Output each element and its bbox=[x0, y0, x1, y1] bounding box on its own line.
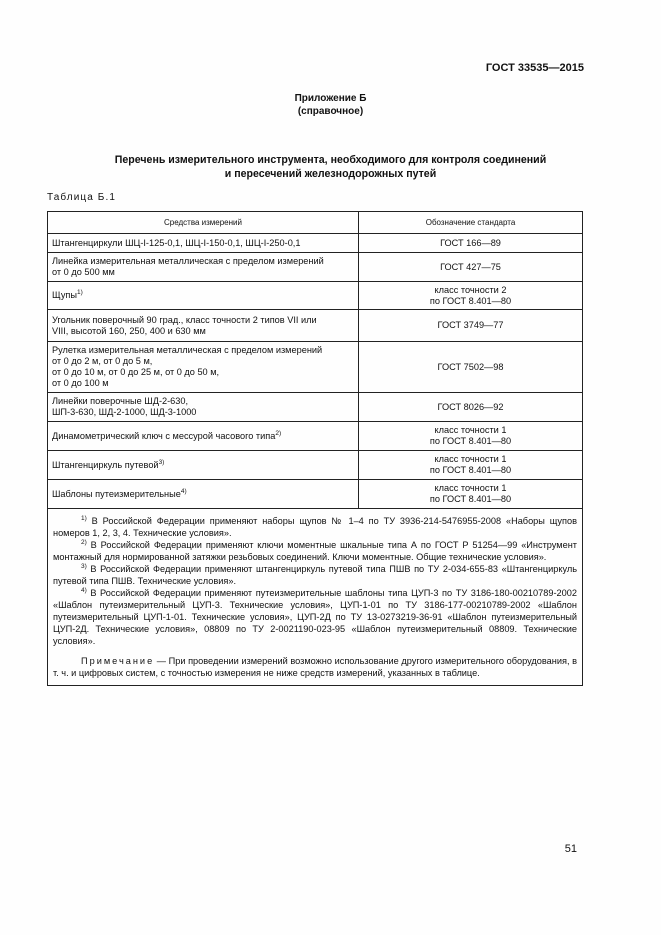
footnote-mark: 2) bbox=[81, 539, 87, 546]
standard-text: ГОСТ 7502—98 bbox=[437, 361, 504, 372]
instrument-text: Штангенциркули ШЦ-I-125-0,1, ШЦ-I-150-0,1, ШЦ-I-250-0,1 bbox=[52, 237, 301, 248]
page-number: 51 bbox=[564, 843, 577, 855]
footnote bbox=[53, 587, 577, 647]
standard-text: по ГОСТ 8.401—80 bbox=[429, 436, 512, 446]
table-row bbox=[48, 282, 583, 310]
instrument-text: Линейка измерительная металлическая с пределом измерений bbox=[52, 256, 324, 266]
standard-text: ГОСТ 3749—77 bbox=[437, 320, 504, 330]
instrument-text: VIII, высотой 160, 250, 400 и 630 мм bbox=[52, 325, 206, 336]
standard-text: ГОСТ 8026—92 bbox=[437, 401, 504, 412]
table-row bbox=[48, 253, 583, 282]
note-text: — При проведении измерений возможно использование другого измерительного оборудования, в т. ч. и цифровых систем, с точностью измерения не ниже средств измерений, указанных в таблице. bbox=[53, 656, 577, 678]
standard-cell bbox=[359, 234, 583, 253]
instruments-table bbox=[47, 211, 583, 686]
table-header-row bbox=[48, 212, 583, 234]
document-title-line-1: Перечень измерительного инструмента, необходимого для контроля соединений bbox=[114, 154, 547, 166]
instrument-text: Рулетка измерительная металлическая с пределом измерений bbox=[52, 345, 323, 355]
note-label: Примечание bbox=[81, 656, 155, 666]
standard-text: класс точности 1 bbox=[434, 483, 507, 493]
footnote bbox=[53, 539, 577, 563]
notes-row bbox=[48, 509, 583, 686]
standard-cell bbox=[359, 480, 583, 509]
footnote-text: В Российской Федерации применяют путеизмерительные шаблоны типа ЦУП-3 по ТУ 3186-180-00210789-2002 «Шаблон путеизмерительный ЦУП-3. Технические условия», ЦУП-1-01 по ТУ 3186-177-00210789-2002 «Шаблон путеизмерительный ЦУП-1-01. Технические условия», ЦУП-2Д по ТУ 13-0273219-36-91 «Шаблон путеизмерительный ЦУП-2Д. Технические условия», 08809 по ТУ 2-0021190-023-95 «Шаблон путеизмерительный 08809. Технические условия». bbox=[53, 588, 577, 646]
table-row bbox=[48, 310, 583, 342]
instrument-text: ШП-3-630, ШД-2-1000, ШД-3-1000 bbox=[52, 407, 197, 417]
footnote-text: В Российской Федерации применяют ключи моментные шкальные типа А по ГОСТ Р 51254—99 «Инструмент монтажный для нормированной затяжки резьбовых соединений. Ключи моментные. Общие технические условия». bbox=[53, 540, 577, 562]
table-row bbox=[48, 342, 583, 393]
instrument-text: Шаблоны путеизмерительные bbox=[52, 488, 181, 499]
standard-cell bbox=[359, 282, 583, 310]
table-row bbox=[48, 451, 583, 480]
instrument-text: Динамометрический ключ с мессурой часового типа bbox=[52, 430, 276, 441]
document-code: ГОСТ 33535—2015 bbox=[485, 62, 584, 74]
footnote-mark: 1) bbox=[81, 515, 87, 522]
instrument-cell bbox=[48, 253, 359, 282]
standard-text: класс точности 1 bbox=[434, 425, 507, 435]
instrument-cell bbox=[48, 342, 359, 393]
instrument-text: Щупы bbox=[52, 290, 77, 300]
instrument-text: от 0 до 500 мм bbox=[52, 267, 115, 277]
standard-cell bbox=[359, 393, 583, 422]
standard-cell bbox=[359, 451, 583, 480]
instrument-cell bbox=[48, 480, 359, 509]
footnote-ref: 4) bbox=[180, 487, 187, 495]
instrument-cell bbox=[48, 451, 359, 480]
footnote-ref: 2) bbox=[275, 429, 282, 437]
instrument-text: Угольник поверочный 90 град., класс точности 2 типов VII или bbox=[52, 314, 317, 325]
footnote-mark: 3) bbox=[81, 563, 87, 570]
appendix-subtitle: (справочное) bbox=[297, 106, 364, 117]
footnote-text: В Российской Федерации применяют наборы щупов № 1–4 по ТУ 3936-214-5476955-2008 «Наборы щупов номеров 1, 2, 3, 4. Технические условия». bbox=[53, 516, 577, 538]
standard-cell bbox=[359, 342, 583, 393]
document-title-line-2: и пересечений железнодорожных путей bbox=[224, 168, 437, 180]
standard-text: по ГОСТ 8.401—80 bbox=[429, 465, 512, 475]
footnote-ref: 1) bbox=[77, 289, 83, 296]
standard-cell bbox=[359, 253, 583, 282]
instrument-text: от 0 до 100 м bbox=[52, 378, 109, 388]
footnote-ref: 3) bbox=[158, 458, 165, 466]
instrument-cell bbox=[48, 282, 359, 310]
instrument-cell bbox=[48, 234, 359, 253]
instrument-text: Линейки поверочные ШД-2-630, bbox=[52, 396, 189, 406]
standard-cell bbox=[359, 310, 583, 342]
standard-text: класс точности 1 bbox=[434, 454, 507, 464]
footnotes-cell bbox=[48, 509, 583, 686]
standard-text: ГОСТ 166—89 bbox=[440, 237, 501, 248]
standard-cell bbox=[359, 422, 583, 451]
instrument-text: от 0 до 10 м, от 0 до 25 м, от 0 до 50 м, bbox=[52, 367, 220, 377]
instrument-cell bbox=[48, 393, 359, 422]
table-row bbox=[48, 393, 583, 422]
column-header-instrument: Средства измерений bbox=[48, 212, 359, 234]
standard-text: ГОСТ 427—75 bbox=[440, 261, 501, 272]
instrument-cell bbox=[48, 422, 359, 451]
table-row bbox=[48, 234, 583, 253]
footnote bbox=[53, 515, 577, 539]
instrument-cell bbox=[48, 310, 359, 342]
standard-text: по ГОСТ 8.401—80 bbox=[429, 295, 512, 306]
instrument-text: Штангенциркуль путевой bbox=[52, 459, 159, 470]
footnote-mark: 4) bbox=[81, 587, 87, 594]
footnote bbox=[53, 563, 577, 587]
footnote-text: В Российской Федерации применяют штангенциркуль путевой типа ПШВ по ТУ 2-034-655-83 «Штангенциркуль путевой типа ПШВ. Технические условия». bbox=[53, 564, 577, 586]
standard-text: класс точности 2 bbox=[434, 284, 507, 295]
table-caption: Таблица Б.1 bbox=[47, 192, 116, 203]
table-row bbox=[48, 480, 583, 509]
table-note bbox=[53, 655, 577, 679]
standard-text: по ГОСТ 8.401—80 bbox=[429, 494, 512, 504]
column-header-standard: Обозначение стандарта bbox=[359, 212, 583, 234]
table-row bbox=[48, 422, 583, 451]
appendix-title: Приложение Б bbox=[294, 93, 367, 104]
instrument-text: от 0 до 2 м, от 0 до 5 м, bbox=[52, 356, 153, 366]
